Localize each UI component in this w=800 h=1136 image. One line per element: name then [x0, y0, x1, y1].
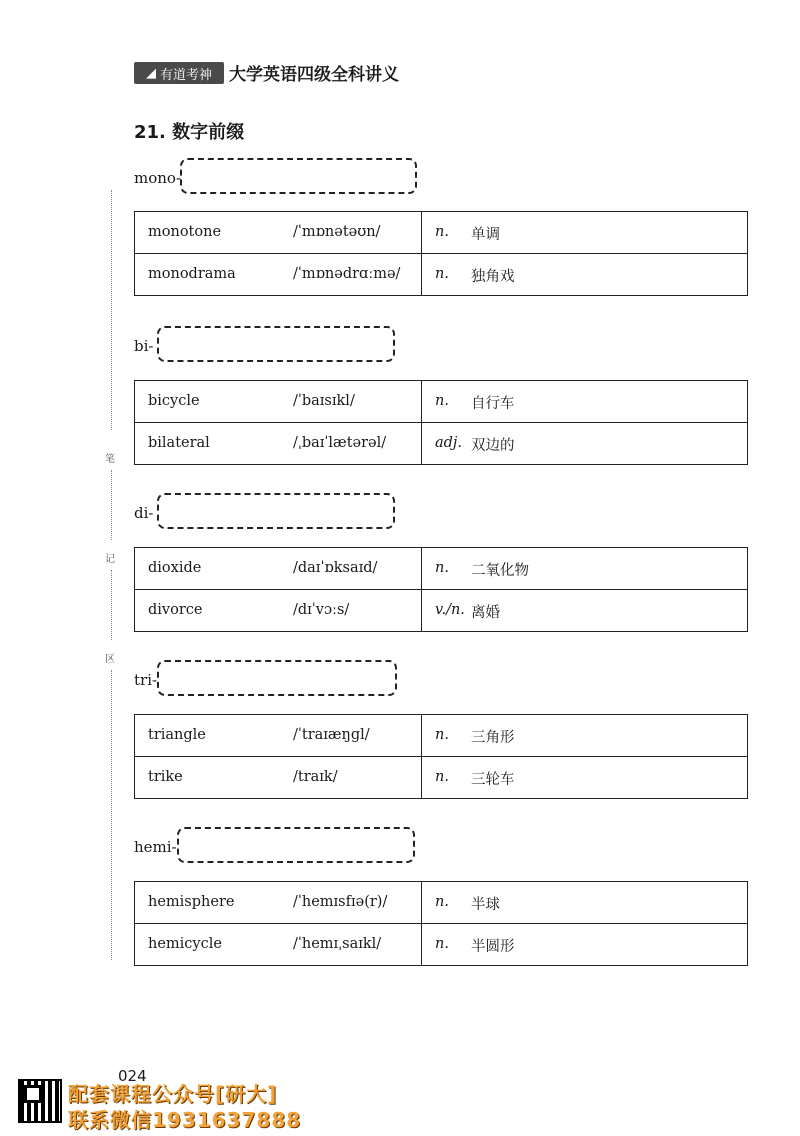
- table-row: [135, 422, 747, 464]
- table-row: [135, 715, 747, 756]
- table-row: [135, 548, 747, 589]
- vocab-table: [134, 211, 748, 296]
- margin-note-char: 记: [105, 554, 115, 565]
- word: monodrama: [148, 266, 236, 282]
- table-row: [135, 923, 747, 965]
- prefix-label: bi-: [134, 337, 154, 355]
- book-title: 大学英语四级全科讲义: [229, 65, 399, 85]
- watermark-line-2: 联系微信1931637888: [68, 1108, 302, 1132]
- word: bicycle: [148, 393, 200, 409]
- part-of-speech: n.: [435, 560, 449, 576]
- word: divorce: [148, 602, 203, 618]
- vocab-table: [134, 380, 748, 465]
- word: triangle: [148, 727, 206, 743]
- margin-note-char: 笔: [105, 454, 115, 465]
- phonetic: /ˈmɒnətəʊn/: [293, 224, 381, 240]
- vocab-table: [134, 881, 748, 966]
- word: dioxide: [148, 560, 202, 576]
- part-of-speech: n.: [435, 727, 449, 743]
- part-of-speech: adj.: [435, 435, 463, 451]
- meaning: 独角戏: [471, 269, 515, 285]
- phonetic: /ˈhemɪsfɪə(r)/: [293, 894, 388, 910]
- phonetic: /traɪk/: [293, 769, 338, 785]
- phonetic: /ˈhemɪˌsaɪkl/: [293, 936, 382, 952]
- publisher-badge: [134, 62, 224, 84]
- meaning: 三轮车: [471, 772, 515, 788]
- meaning: 半球: [471, 897, 500, 913]
- word: hemicycle: [148, 936, 222, 952]
- margin-dotted-line: [111, 670, 112, 960]
- margin-dotted-line: [111, 470, 112, 540]
- meaning: 三角形: [471, 730, 515, 746]
- prefix-note-box: [157, 493, 395, 529]
- meaning: 半圆形: [471, 939, 515, 955]
- phonetic: /ˈtraɪæŋgl/: [293, 727, 370, 743]
- prefix-note-box: [157, 326, 395, 362]
- phonetic: /daɪˈɒksaɪd/: [293, 560, 378, 576]
- table-row: [135, 381, 747, 422]
- vocab-table: [134, 714, 748, 799]
- part-of-speech: n.: [435, 224, 449, 240]
- word: trike: [148, 769, 183, 785]
- page-number: 024: [118, 1067, 147, 1085]
- table-row: [135, 756, 747, 798]
- phonetic: /ˈmɒnədrɑːmə/: [293, 266, 401, 282]
- book-logo-icon: ◢: [145, 65, 156, 81]
- meaning: 单调: [471, 227, 500, 243]
- prefix-label: tri-: [134, 671, 158, 689]
- meaning: 自行车: [471, 396, 515, 412]
- publisher-badge-text: 有道考神: [159, 67, 212, 83]
- part-of-speech: n.: [435, 393, 449, 409]
- phonetic: /ˈbaɪsɪkl/: [293, 393, 355, 409]
- prefix-label: mono-: [134, 169, 182, 187]
- table-row: [135, 589, 747, 631]
- prefix-label: di-: [134, 504, 154, 522]
- meaning: 二氧化物: [471, 563, 529, 579]
- qr-code-icon: [18, 1079, 62, 1123]
- table-row: [135, 212, 747, 253]
- word: monotone: [148, 224, 222, 240]
- part-of-speech: v./n.: [435, 602, 465, 618]
- prefix-note-box: [157, 660, 397, 696]
- vocab-table: [134, 547, 748, 632]
- part-of-speech: n.: [435, 266, 449, 282]
- table-row: [135, 882, 747, 923]
- part-of-speech: n.: [435, 936, 449, 952]
- word: bilateral: [148, 435, 210, 451]
- margin-dotted-line: [111, 190, 112, 430]
- prefix-note-box: [180, 158, 417, 194]
- part-of-speech: n.: [435, 894, 449, 910]
- table-row: [135, 253, 747, 295]
- word: hemisphere: [148, 894, 235, 910]
- phonetic: /ˌbaɪˈlætərəl/: [293, 435, 387, 451]
- meaning: 双边的: [471, 438, 515, 454]
- section-title: 21. 数字前缀: [134, 122, 245, 143]
- phonetic: /dɪˈvɔːs/: [293, 602, 350, 618]
- meaning: 离婚: [471, 605, 500, 621]
- prefix-label: hemi-: [134, 838, 177, 856]
- prefix-note-box: [177, 827, 415, 863]
- margin-dotted-line: [111, 570, 112, 640]
- watermark-line-1: 配套课程公众号[研大]: [68, 1082, 278, 1106]
- part-of-speech: n.: [435, 769, 449, 785]
- margin-note-char: 区: [105, 654, 115, 665]
